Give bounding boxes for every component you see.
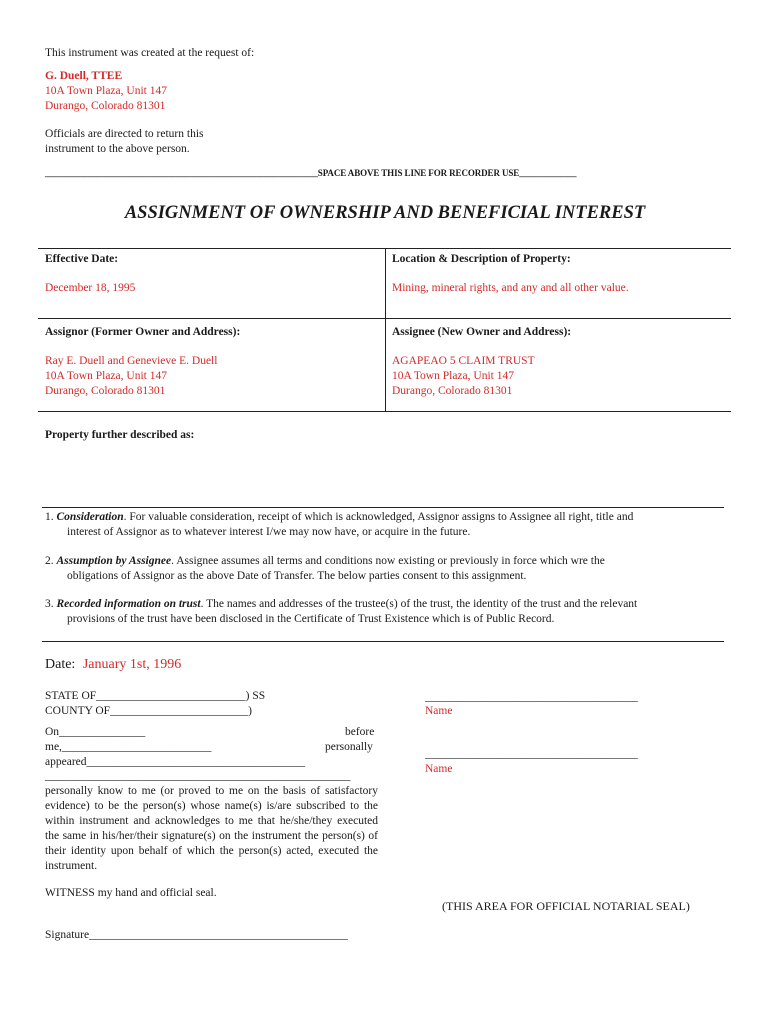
assignor-label: Assignor (Former Owner and Address): <box>45 326 241 338</box>
clause-heading: Recorded information on trust <box>56 598 201 610</box>
assignee-line1: AGAPEAO 5 CLAIM TRUST <box>392 355 535 367</box>
requester-address-line2: Durango, Colorado 81301 <box>45 100 166 112</box>
clause-text: . For valuable consideration, receipt of which is acknowledged, Assignor assigns to Assignee all right, title and <box>123 511 634 523</box>
notary-before-word: before <box>345 726 375 738</box>
effective-date-value: December 18, 1995 <box>45 282 136 294</box>
notary-signature-line: Signature_____________________________________________ <box>45 929 348 941</box>
property-description-label: Property further described as: <box>45 429 195 441</box>
date-label: Date: <box>45 657 76 672</box>
signer-2-signature-line: _____________________________________ <box>425 748 638 760</box>
return-instruction-line1: Officials are directed to return this <box>45 128 204 140</box>
clause-text: . The names and addresses of the trustee(s) of the trust, the identity of the trust and the relevant <box>200 598 638 610</box>
clause-recorded-trust <box>45 597 705 627</box>
clause-text: . Assignee assumes all terms and conditions now existing or previously in force which wre the <box>171 555 605 567</box>
notary-state-line: STATE OF__________________________) SS <box>45 690 266 702</box>
clause-number: 2. <box>45 555 54 567</box>
requester-address-line1: 10A Town Plaza, Unit 147 <box>45 85 167 97</box>
document-date <box>45 657 181 673</box>
document-title: ASSIGNMENT OF OWNERSHIP AND BENEFICIAL INTEREST <box>124 203 646 223</box>
requester-name: G. Duell, TTEE <box>45 70 123 82</box>
clause-heading: Assumption by Assignee <box>56 555 172 567</box>
date-value: January 1st, 1996 <box>82 657 182 672</box>
assignee-line3: Durango, Colorado 81301 <box>392 385 513 397</box>
table-bottom-rule <box>38 411 731 412</box>
notary-on-line: On_______________ <box>45 726 146 738</box>
notary-county-line: COUNTY OF________________________) <box>45 705 252 717</box>
signer-1-name-label: Name <box>425 705 453 717</box>
clause-text-continued: obligations of Assignor as the above Date of Transfer. The below parties consent to this assignment. <box>67 570 527 582</box>
clause-consideration <box>45 510 705 540</box>
notary-acknowledgment-text: personally know to me (or proved to me on the basis of satisfactory evidence) to be the person(s) whose name(s) is/are subscribed to the within instrument and acknowledges to me that he/she/they executed the same in his/her/their signature(s) on the instrument the person(s) of their identity upon behalf of which the person(s) acted, executed the instrument. <box>45 785 378 872</box>
notary-name-blank-line: _______________________________________________________ <box>45 770 351 782</box>
property-section-rule <box>42 507 724 508</box>
return-instruction-line2: instrument to the above person. <box>45 143 190 155</box>
table-column-divider <box>385 248 386 411</box>
clause-assumption <box>45 554 705 584</box>
assignor-line1: Ray E. Duell and Genevieve E. Duell <box>45 355 218 367</box>
clause-number: 3. <box>45 598 54 610</box>
assignee-line2: 10A Town Plaza, Unit 147 <box>392 370 514 382</box>
notary-witness-line: WITNESS my hand and official seal. <box>45 887 217 899</box>
location-value: Mining, mineral rights, and any and all other value. <box>392 282 629 294</box>
signer-1-signature-line: _____________________________________ <box>425 691 638 703</box>
clause-heading: Consideration <box>56 511 124 523</box>
request-line: This instrument was created at the request of: <box>45 47 255 59</box>
notarial-seal-area-label: (THIS AREA FOR OFFICIAL NOTARIAL SEAL) <box>442 899 690 913</box>
assignor-line3: Durango, Colorado 81301 <box>45 385 166 397</box>
assignor-line2: 10A Town Plaza, Unit 147 <box>45 370 167 382</box>
clause-number: 1. <box>45 511 54 523</box>
notary-me-line: me,__________________________ <box>45 741 212 753</box>
clause-text-continued: provisions of the trust have been disclosed in the Certificate of Trust Existence which is of Public Record. <box>67 613 555 625</box>
notary-appeared-line: appeared______________________________________ <box>45 756 305 768</box>
notary-personally-word: personally <box>325 741 373 753</box>
clauses-bottom-rule <box>42 641 724 642</box>
clause-text-continued: interest of Assignor as to whatever interest I/we may now have, or acquire in the future. <box>67 526 471 538</box>
effective-date-label: Effective Date: <box>45 253 119 265</box>
recorder-use-line: ______________________________________________________________SPACE ABOVE THIS LINE FOR RECORDER USE_____________ <box>45 168 577 178</box>
assignee-label: Assignee (New Owner and Address): <box>392 326 572 338</box>
signer-2-name-label: Name <box>425 763 453 775</box>
location-label: Location & Description of Property: <box>392 253 571 265</box>
